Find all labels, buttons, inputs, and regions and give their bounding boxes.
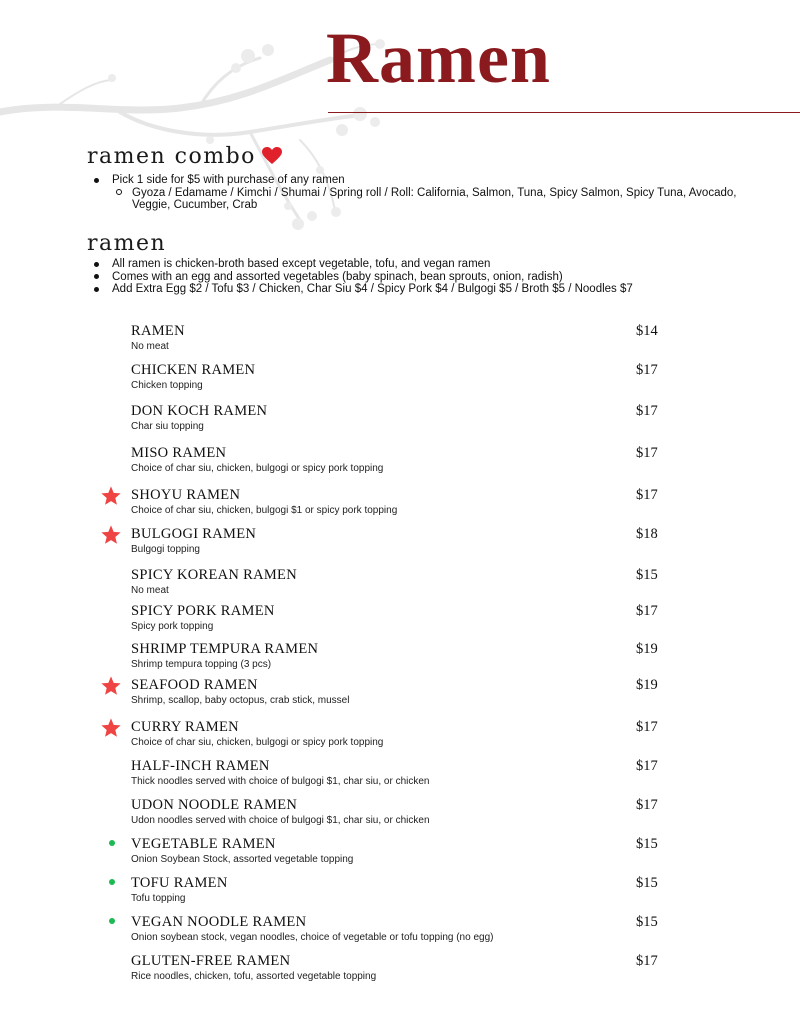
star-icon xyxy=(100,485,122,507)
star-icon xyxy=(100,675,122,697)
item-name: UDON NOODLE RAMEN xyxy=(131,797,298,813)
item-name: TOFU RAMEN xyxy=(131,875,228,891)
item-description: Choice of char siu, chicken, bulgogi or spicy pork topping xyxy=(131,737,384,748)
item-name: CHICKEN RAMEN xyxy=(131,362,256,378)
item-description: Spicy pork topping xyxy=(131,621,214,632)
item-description: Udon noodles served with choice of bulgogi $1, char siu, or chicken xyxy=(131,815,430,826)
combo-heading-text: ramen combo xyxy=(87,144,256,169)
item-price: $17 xyxy=(636,445,658,461)
title-underline xyxy=(328,112,800,113)
menu-item xyxy=(0,677,800,713)
item-price: $17 xyxy=(636,953,658,969)
item-price: $15 xyxy=(636,914,658,930)
ramen-heading: ramen xyxy=(87,231,167,256)
menu-item xyxy=(0,445,800,481)
combo-side-options xyxy=(132,187,736,212)
vegetarian-dot-icon xyxy=(109,879,115,885)
item-price: $17 xyxy=(636,758,658,774)
item-price: $17 xyxy=(636,362,658,378)
ramen-note: Comes with an egg and assorted vegetables (baby spinach, bean sprouts, onion, radish) xyxy=(112,271,633,284)
menu-item xyxy=(0,953,800,989)
menu-item xyxy=(0,487,800,523)
item-price: $15 xyxy=(636,836,658,852)
item-description: No meat xyxy=(131,585,169,596)
item-description: Tofu topping xyxy=(131,893,186,904)
item-description: No meat xyxy=(131,341,169,352)
vegetarian-dot-icon xyxy=(109,840,115,846)
combo-notes xyxy=(112,174,736,212)
menu-item xyxy=(0,403,800,439)
item-price: $15 xyxy=(636,875,658,891)
star-icon xyxy=(100,717,122,739)
ramen-notes xyxy=(112,258,633,296)
item-description: Onion soybean stock, vegan noodles, choice of vegetable or tofu topping (no egg) xyxy=(131,932,494,943)
item-price: $15 xyxy=(636,567,658,583)
menu-item xyxy=(0,758,800,794)
item-name: MISO RAMEN xyxy=(131,445,227,461)
menu-item xyxy=(0,323,800,359)
star-icon xyxy=(100,524,122,546)
combo-sides-line1: Gyoza / Edamame / Kimchi / Shumai / Spring roll / Roll: California, Salmon, Tuna, Spicy Salmon, Spicy Tuna, Avocado, xyxy=(132,186,737,199)
item-description: Shrimp tempura topping (3 pcs) xyxy=(131,659,272,670)
item-description: Choice of char siu, chicken, bulgogi $1 or spicy pork topping xyxy=(131,505,398,516)
item-price: $17 xyxy=(636,487,658,503)
item-price: $18 xyxy=(636,526,658,542)
item-name: RAMEN xyxy=(131,323,185,339)
combo-note-text: Pick 1 side for $5 with purchase of any ramen xyxy=(112,174,345,186)
item-description: Rice noodles, chicken, tofu, assorted vegetable topping xyxy=(131,971,377,982)
vegetarian-dot-icon xyxy=(109,918,115,924)
item-description: Shrimp, scallop, baby octopus, crab stick, mussel xyxy=(131,695,350,706)
item-price: $19 xyxy=(636,677,658,693)
item-name: VEGAN NOODLE RAMEN xyxy=(131,914,307,930)
item-description: Char siu topping xyxy=(131,421,204,432)
item-description: Chicken topping xyxy=(131,380,203,391)
ramen-note: Add Extra Egg $2 / Tofu $3 / Chicken, Char Siu $4 / Spicy Pork $4 / Bulgogi $5 / Broth $5 / Noodles $7 xyxy=(112,283,633,295)
item-name: SHRIMP TEMPURA RAMEN xyxy=(131,641,319,657)
item-name: SEAFOOD RAMEN xyxy=(131,677,258,693)
page-title: Ramen xyxy=(326,18,551,98)
menu-item xyxy=(0,526,800,562)
item-name: GLUTEN-FREE RAMEN xyxy=(131,953,291,969)
combo-heading xyxy=(87,146,282,170)
item-price: $17 xyxy=(636,797,658,813)
menu-item xyxy=(0,875,800,911)
item-name: DON KOCH RAMEN xyxy=(131,403,268,419)
item-name: SPICY KOREAN RAMEN xyxy=(131,567,297,583)
menu-item xyxy=(0,836,800,872)
item-name: SPICY PORK RAMEN xyxy=(131,603,275,619)
menu-item xyxy=(0,719,800,755)
menu-item xyxy=(0,641,800,677)
item-price: $17 xyxy=(636,403,658,419)
ramen-note: All ramen is chicken-broth based except vegetable, tofu, and vegan ramen xyxy=(112,258,633,271)
item-description: Thick noodles served with choice of bulgogi $1, char siu, or chicken xyxy=(131,776,430,787)
item-name: SHOYU RAMEN xyxy=(131,487,241,503)
item-price: $19 xyxy=(636,641,658,657)
item-price: $14 xyxy=(636,323,658,339)
item-price: $17 xyxy=(636,719,658,735)
combo-note xyxy=(112,174,736,212)
menu-item xyxy=(0,914,800,950)
combo-sides-line2: Veggie, Cucumber, Crab xyxy=(132,199,258,211)
item-name: CURRY RAMEN xyxy=(131,719,239,735)
menu-item xyxy=(0,603,800,639)
item-description: Onion Soybean Stock, assorted vegetable topping xyxy=(131,854,354,865)
heart-icon xyxy=(262,147,282,170)
item-price: $17 xyxy=(636,603,658,619)
menu-item xyxy=(0,567,800,603)
item-description: Bulgogi topping xyxy=(131,544,200,555)
item-description: Choice of char siu, chicken, bulgogi or spicy pork topping xyxy=(131,463,384,474)
item-name: VEGETABLE RAMEN xyxy=(131,836,276,852)
item-name: BULGOGI RAMEN xyxy=(131,526,257,542)
item-name: HALF-INCH RAMEN xyxy=(131,758,270,774)
menu-item xyxy=(0,362,800,398)
menu-item xyxy=(0,797,800,833)
